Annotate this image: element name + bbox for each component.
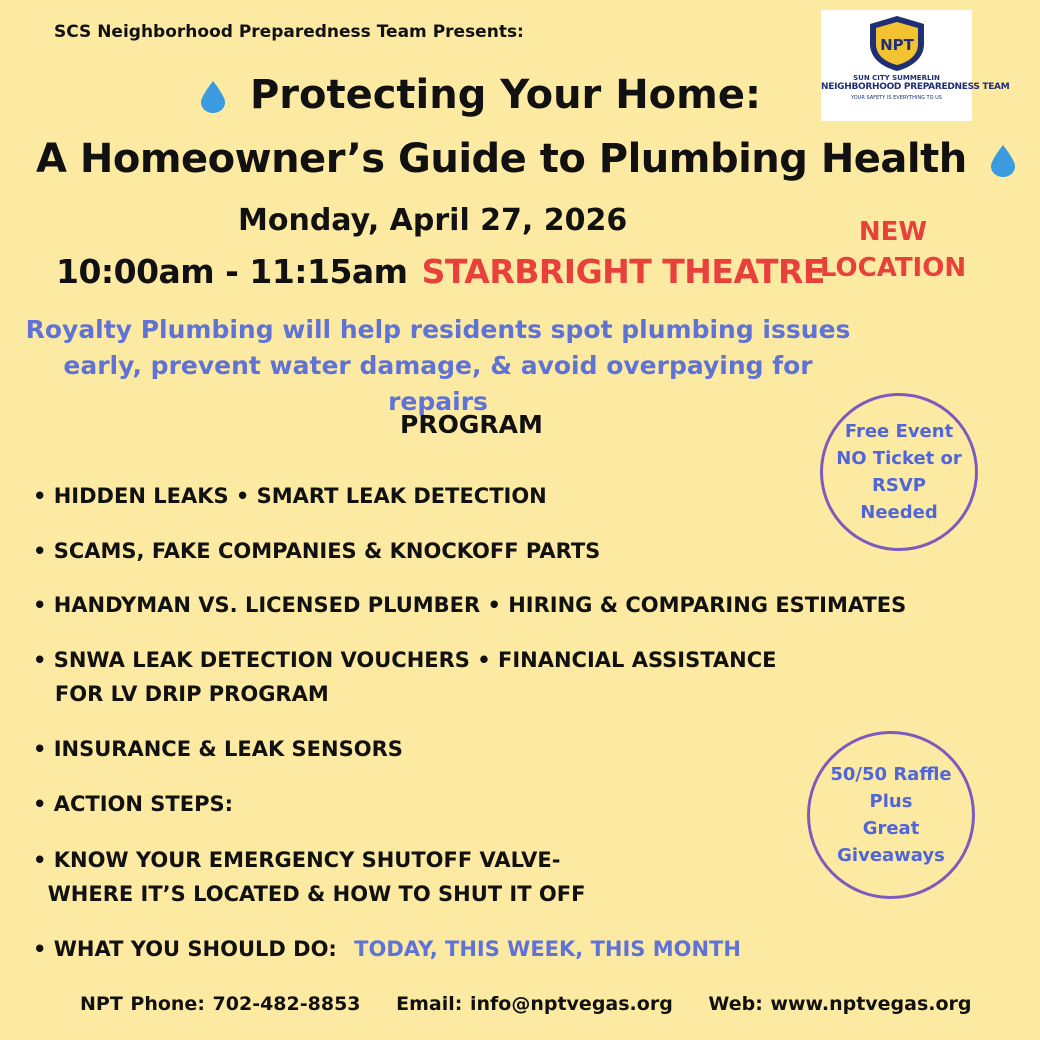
new-location-line2: LOCATION — [819, 253, 967, 283]
event-time-venue — [56, 252, 825, 291]
footer-email: Email: info@nptvegas.org — [396, 993, 673, 1015]
presenter-line: SCS Neighborhood Preparedness Team Presents: — [54, 22, 524, 42]
event-date: Monday, April 27, 2026 — [238, 203, 628, 238]
program-item: • HIDDEN LEAKS • SMART LEAK DETECTION — [33, 484, 547, 508]
program-item: • HANDYMAN VS. LICENSED PLUMBER • HIRING & COMPARING ESTIMATES — [33, 593, 907, 617]
contact-footer — [80, 993, 972, 1015]
raffle-badge — [807, 731, 975, 899]
shield-icon — [866, 14, 928, 72]
program-item: • KNOW YOUR EMERGENCY SHUTOFF VALVE- — [33, 848, 561, 872]
program-item: • SCAMS, FAKE COMPANIES & KNOCKOFF PARTS — [33, 539, 601, 563]
raffle-line: Giveaways — [837, 845, 945, 866]
new-location-note — [808, 214, 978, 286]
raffle-line: Plus — [869, 791, 913, 812]
logo-line2: NEIGHBORHOOD PREPAREDNESS TEAM — [821, 82, 1010, 92]
intro-text — [20, 312, 856, 420]
intro-line1: Royalty Plumbing will help residents spot plumbing issues — [25, 315, 851, 344]
what-to-do-label: • WHAT YOU SHOULD DO: — [33, 937, 337, 961]
footer-phone: NPT Phone: 702-482-8853 — [80, 993, 361, 1015]
footer-web: Web: www.nptvegas.org — [708, 993, 972, 1015]
event-time: 10:00am - 11:15am — [56, 252, 408, 291]
free-event-line: NO Ticket or — [836, 448, 962, 469]
logo-tagline: YOUR SAFETY IS EVERYTHING TO US — [851, 95, 942, 101]
free-event-line: Free Event — [844, 421, 954, 442]
program-item — [33, 932, 741, 966]
title-line1-text: Protecting Your Home: — [249, 72, 761, 118]
free-event-badge — [820, 393, 978, 551]
program-item-continued: WHERE IT’S LOCATED & HOW TO SHUT IT OFF — [33, 882, 586, 906]
what-to-do-timeline: TODAY, THIS WEEK, THIS MONTH — [354, 937, 741, 961]
logo-badge-text: NPT — [879, 36, 914, 54]
title-line2 — [36, 136, 1016, 182]
raffle-line: 50/50 Raffle — [830, 764, 952, 785]
intro-line2: early, prevent water damage, & avoid overpaying for repairs — [63, 351, 813, 416]
free-event-line: Needed — [860, 502, 938, 523]
event-venue: STARBRIGHT THEATRE — [421, 252, 825, 291]
title-line1 — [200, 72, 761, 118]
program-item-continued: FOR LV DRIP PROGRAM — [33, 682, 329, 706]
water-drop-icon — [200, 80, 226, 114]
program-item: • SNWA LEAK DETECTION VOUCHERS • FINANCIAL ASSISTANCE — [33, 648, 777, 672]
program-heading: PROGRAM — [400, 410, 543, 439]
free-event-line: RSVP — [872, 475, 926, 496]
logo-line1: SUN CITY SUMMERLIN — [853, 74, 940, 82]
title-line2-text: A Homeowner’s Guide to Plumbing Health — [36, 136, 967, 182]
raffle-line: Great — [862, 818, 920, 839]
new-location-line1: NEW — [858, 217, 928, 247]
program-item: • INSURANCE & LEAK SENSORS — [33, 737, 403, 761]
program-item: • ACTION STEPS: — [33, 792, 233, 816]
npt-logo — [821, 10, 1010, 121]
water-drop-icon — [990, 144, 1016, 178]
